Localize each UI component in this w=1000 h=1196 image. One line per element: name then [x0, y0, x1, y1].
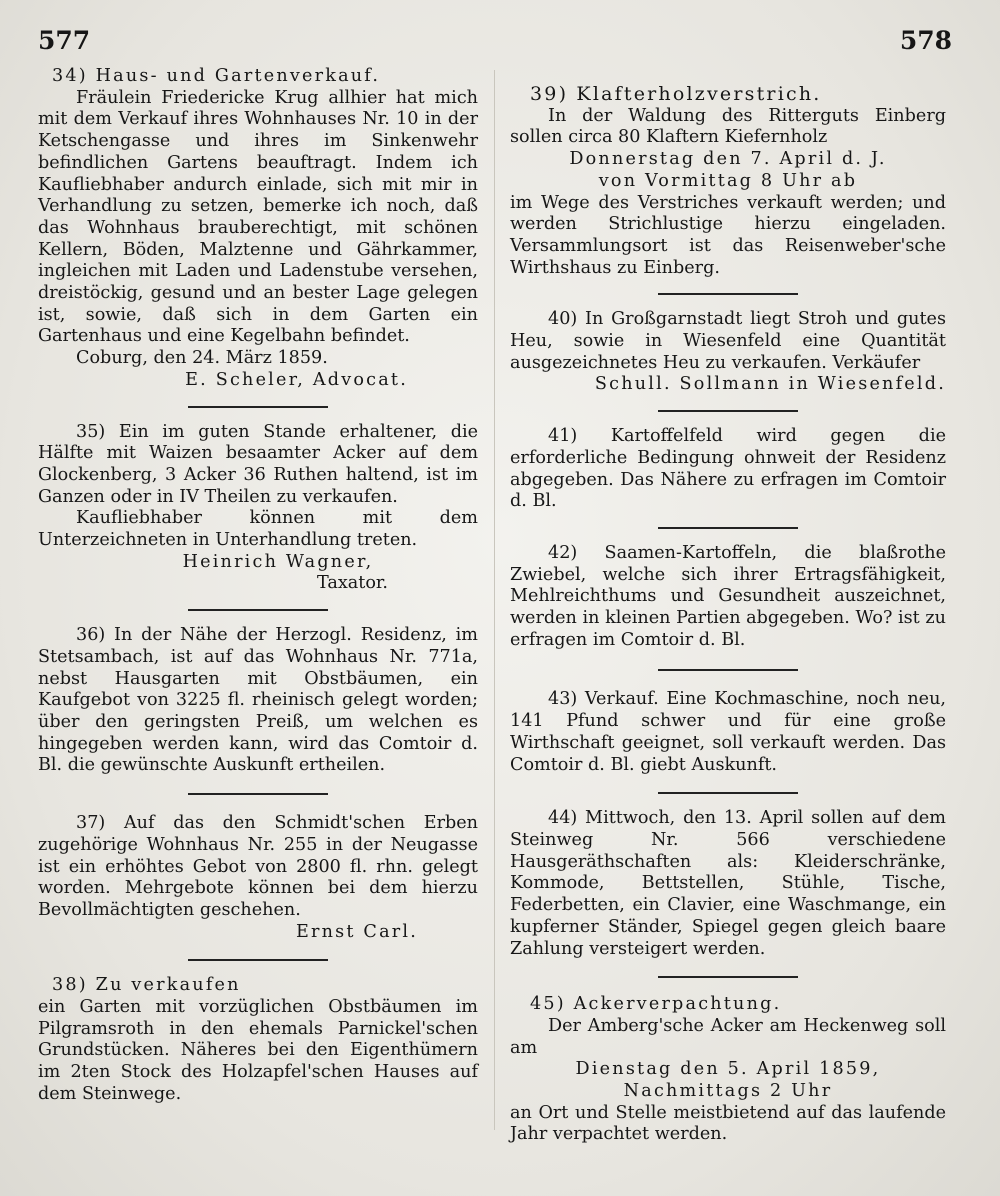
separator-rule — [188, 793, 328, 795]
ad-42 — [510, 543, 946, 652]
ad-45-date-line1: Dienstag den 5. April 1859, — [575, 1059, 881, 1080]
ad-39-heading: 39) Klafterholzverstrich. — [530, 83, 822, 105]
separator-rule — [658, 669, 798, 671]
ad-40-body: 40) In Großgarnstadt liegt Stroh und gutes Heu, sowie in Wiesenfeld eine Quantität ausgezeichnetes Heu zu verkaufen. Verkäufer — [510, 309, 946, 373]
ad-45-body1: Der Amberg'sche Acker am Heckenweg soll am — [510, 1015, 946, 1058]
page-number-left: 577 — [38, 26, 91, 55]
ad-41-body: 41) Kartoffelfeld wird gegen die erforderliche Bedingung ohnweit der Residenz abgegeben. Das Nähere zu erfragen im Comtoir d. Bl. — [510, 426, 946, 512]
ad-45 — [510, 994, 946, 1146]
ad-34-signature: E. Scheler, Advocat. — [185, 369, 408, 390]
separator-rule — [188, 609, 328, 611]
right-column — [510, 84, 946, 1146]
ad-39-date-line1: Donnerstag den 7. April d. J. — [569, 149, 887, 170]
separator-rule — [658, 976, 798, 978]
ad-38-heading: 38) Zu verkaufen — [52, 975, 241, 996]
ad-35-signature-name: Heinrich Wagner, — [182, 551, 374, 572]
ad-42-body: 42) Saamen-Kartoffeln, die blaßrothe Zwiebel, welche sich ihrer Ertragsfähigkeit, Mehlreichthums und Gesundheit auszeichnet, werden in kleinen Partien abgegeben. Wo? ist zu erfragen im Comtoir d. Bl. — [510, 542, 946, 650]
ad-43 — [510, 689, 946, 776]
ad-35-body: 35) Ein im guten Stande erhaltener, die Hälfte mit Waizen besaamter Acker auf dem Glockenberg, 3 Acker 36 Ruthen haltend, ist im Ganzen oder in IV Theilen zu verkaufen. — [38, 421, 478, 507]
ad-45-date-line2: Nachmittags 2 Uhr — [623, 1081, 833, 1102]
ad-35-body2: Kaufliebhaber können mit dem Unterzeichneten in Unterhandlung treten. — [38, 508, 478, 551]
ad-44-body: 44) Mittwoch, den 13. April sollen auf dem Steinweg Nr. 566 verschiedene Hausgeräthschaften als: Kleiderschränke, Kommode, Bettstellen, Stühle, Tische, Federbetten, ein Clavier, eine Waschmange, ein kupferner Ständer, Spiegel gegen gleich baare Zahlung versteigert werden. — [510, 808, 946, 959]
ad-37-body: 37) Auf das den Schmidt'schen Erben zugehörige Wohnhaus Nr. 255 in der Neugasse ist ein erhöhtes Gebot von 2800 fl. rhn. gelegt worden. Mehrgebote können bei dem hierzu Bevollmächtigten geschehen. — [38, 813, 478, 920]
left-column — [38, 66, 478, 1106]
column-divider — [494, 70, 495, 1130]
ad-38-body: ein Garten mit vorzüglichen Obstbäumen im Pilgramsroth in den ehemals Parnickel'schen Grundstücken. Näheres bei den Eigenthümern im 2ten Stock des Holzapfel'schen Hauses auf dem Steinwege. — [38, 997, 478, 1104]
ad-38 — [38, 975, 478, 1105]
ad-37 — [38, 813, 478, 943]
ad-39-body1: In der Waldung des Ritterguts Einberg sollen circa 80 Klaftern Kiefernholz — [510, 105, 946, 148]
ad-36-body: 36) In der Nähe der Herzogl. Residenz, im Stetsambach, ist auf das Wohnhaus Nr. 771a, nebst Hausgarten mit Obstbäumen, ein Kaufgebot von 3225 fl. rheinisch gelegt worden; über den geringsten Preiß, um welchen es hingegeben werden kann, wird das Comtoir d. Bl. die gewünschte Auskunft ertheilen. — [38, 625, 478, 776]
ad-36 — [38, 625, 478, 777]
ad-45-body2: an Ort und Stelle meistbietend auf das laufende Jahr verpachtet werden. — [510, 1102, 946, 1145]
separator-rule — [188, 959, 328, 961]
separator-rule — [658, 527, 798, 529]
ad-35 — [38, 422, 478, 596]
separator-rule — [658, 410, 798, 412]
separator-rule — [658, 293, 798, 295]
ad-34-heading: 34) Haus- und Gartenverkauf. — [52, 66, 381, 86]
page-number-right: 578 — [899, 26, 952, 55]
ad-39 — [510, 84, 946, 279]
ad-34-body: Fräulein Friedericke Krug allhier hat mich mit dem Verkauf ihres Wohnhauses Nr. 10 in der Ketschengasse und ihres im Sinkenwehr befindlichen Gartens beauftragt. Indem ich Kaufliebhaber andurch einlade, sich mit mir in Verhandlung zu setzen, bemerke ich noch, daß das Wohnhaus brauberechtigt, mit schönen Kellern, Böden, Malztenne und Gährkammer, ingleichen mit Laden und Ladenstube versehen, dreistöckig, gesund und an bester Lage gelegen ist, sowie, daß sich in dem Garten ein Gartenhaus und eine Kegelbahn befindet. — [38, 87, 478, 347]
ad-35-signature-title: Taxator. — [316, 573, 388, 594]
ad-34-date: Coburg, den 24. März 1859. — [76, 348, 328, 369]
ad-39-date-line2: von Vormittag 8 Uhr ab — [598, 170, 858, 191]
ad-34 — [38, 66, 478, 392]
ad-45-heading: 45) Ackerverpachtung. — [530, 994, 782, 1015]
ad-40-signature: Schull. Sollmann in Wiesenfeld. — [594, 374, 946, 395]
separator-rule — [658, 792, 798, 794]
ad-41 — [510, 426, 946, 513]
separator-rule — [188, 406, 328, 408]
ad-39-body2: im Wege des Verstriches verkauft werden; und werden Strichlustige hierzu eingeladen. Versammlungsort ist das Reisenweber'sche Wirthshaus zu Einberg. — [510, 192, 946, 278]
ad-40 — [510, 309, 946, 396]
ad-37-signature: Ernst Carl. — [295, 921, 418, 942]
ad-43-body: 43) Verkauf. Eine Kochmaschine, noch neu, 141 Pfund schwer und für eine große Wirthschaft geeignet, soll verkauft werden. Das Comtoir d. Bl. giebt Auskunft. — [510, 689, 946, 775]
ad-44 — [510, 808, 946, 960]
